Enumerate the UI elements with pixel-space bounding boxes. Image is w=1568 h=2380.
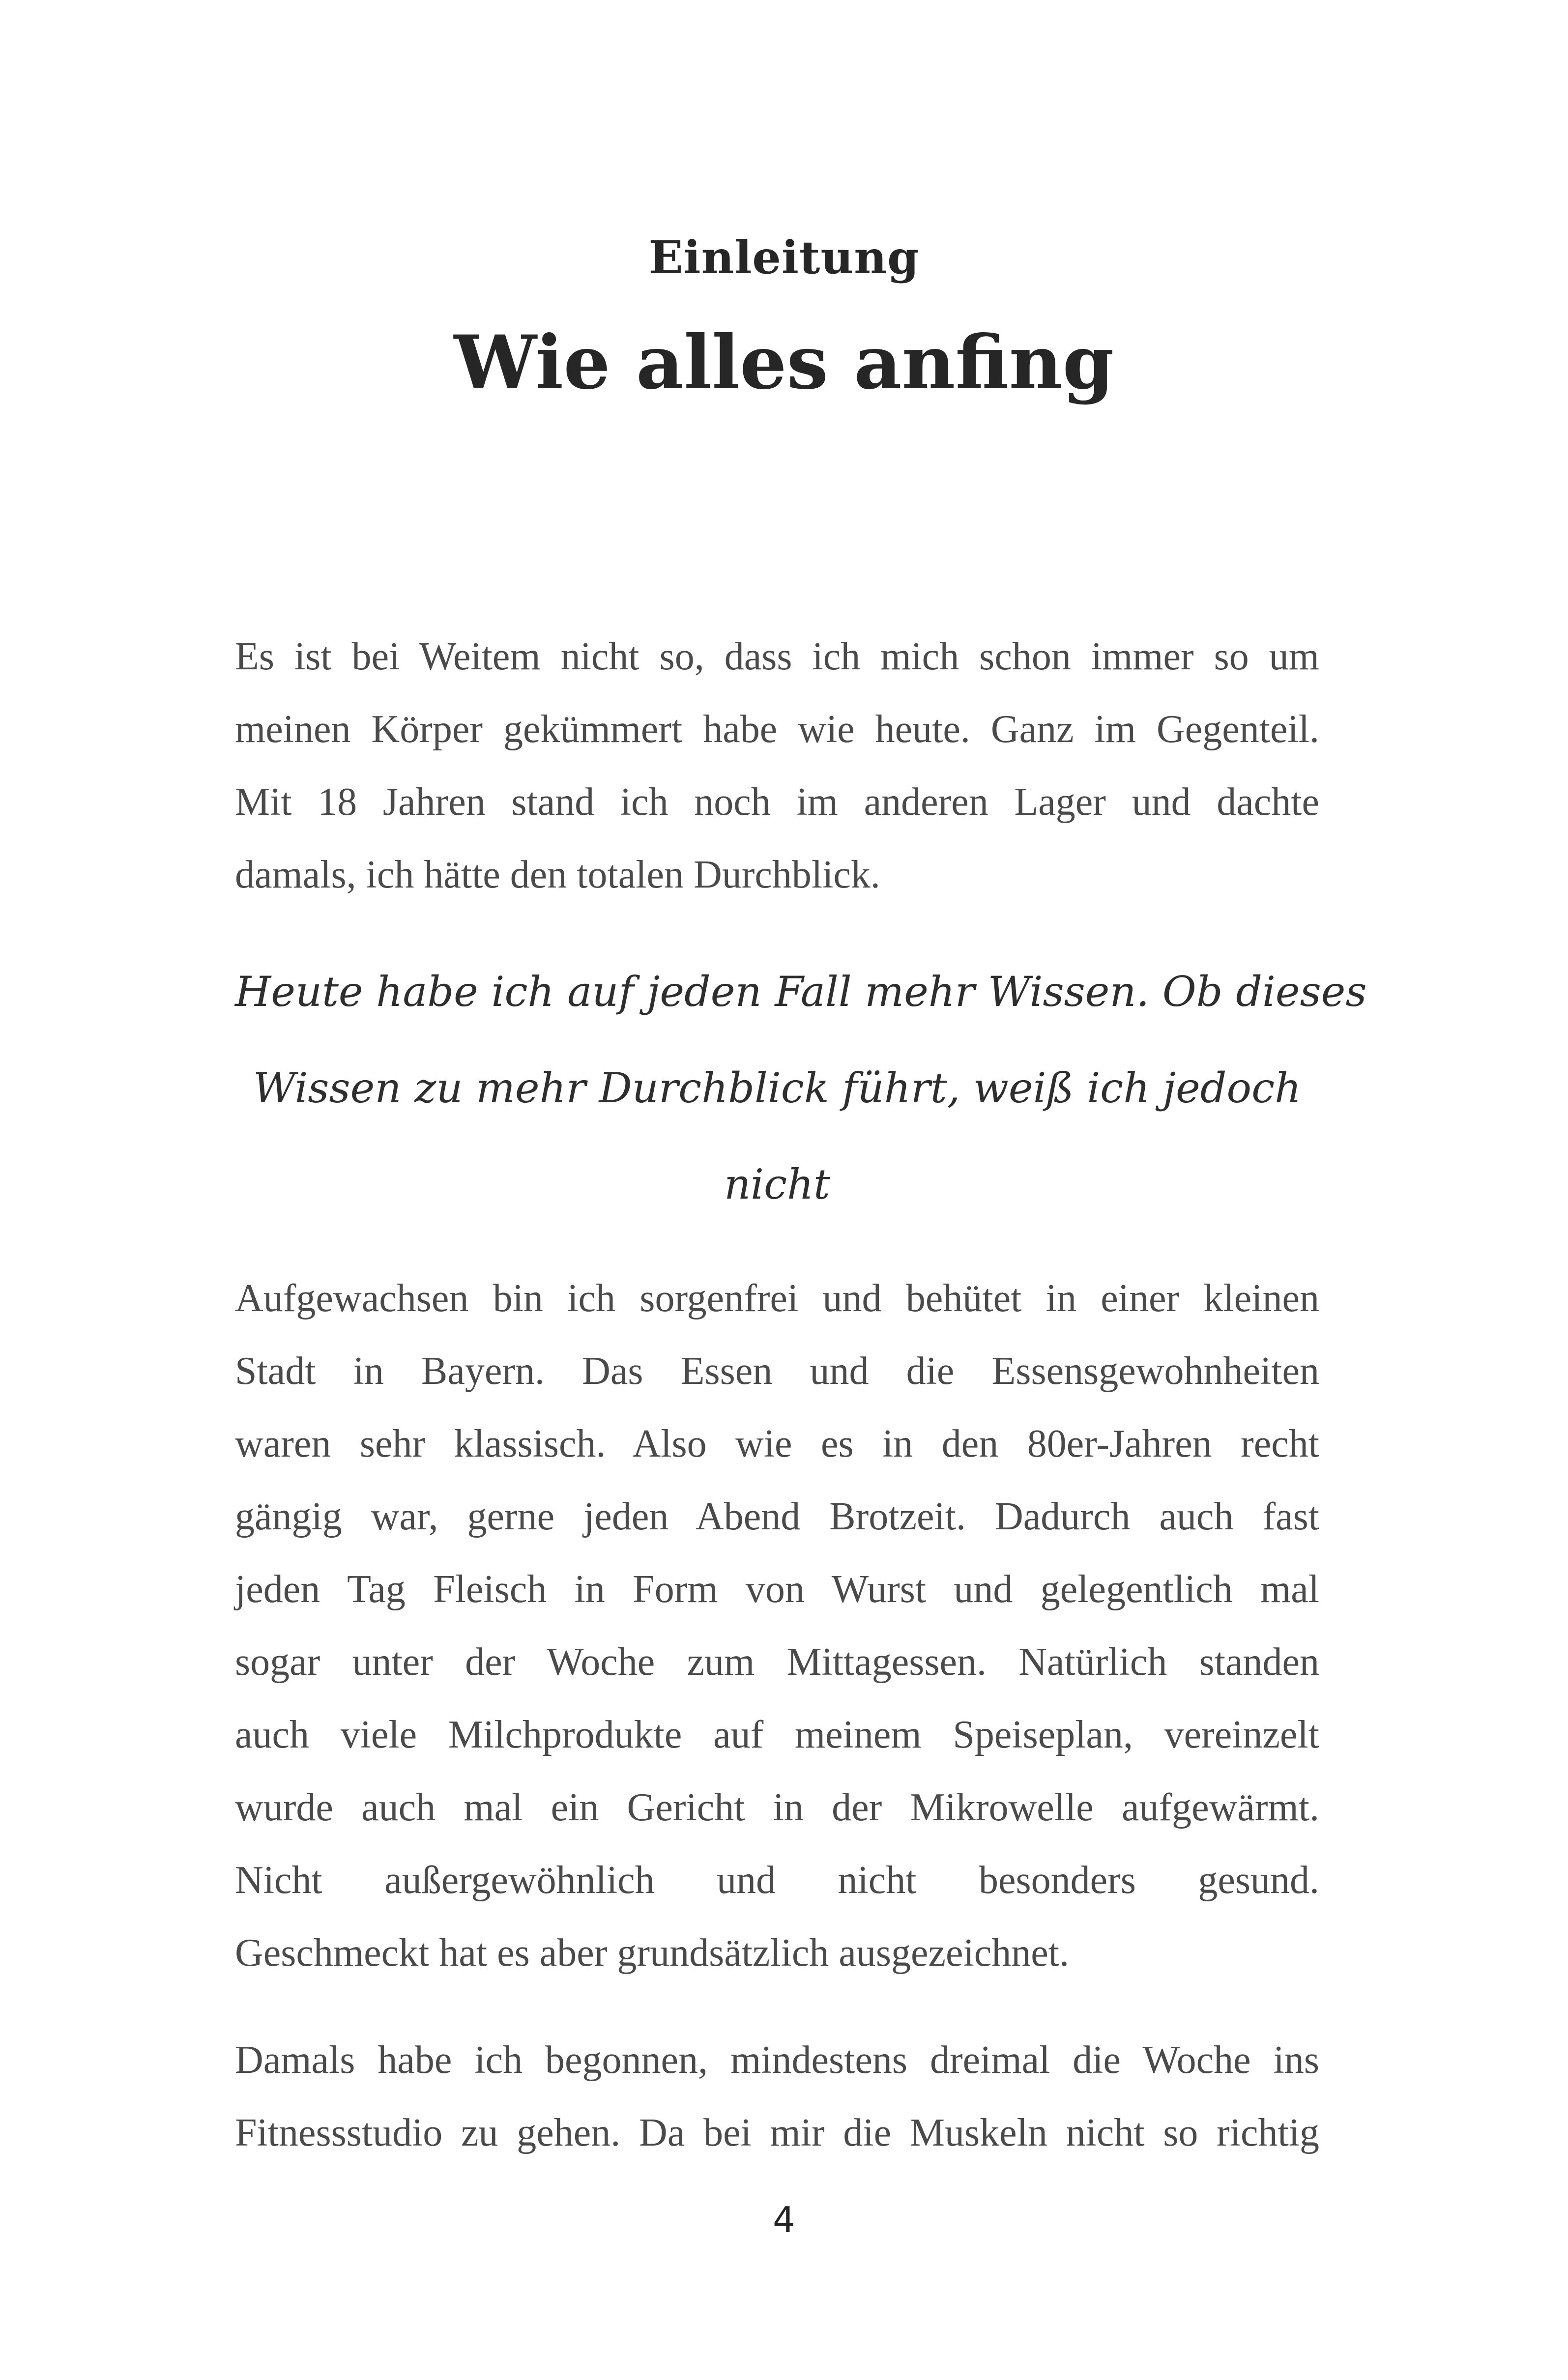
text-line: auch viele Milchprodukte auf meinem Speiseplan, vereinzelt bbox=[235, 1713, 1319, 1756]
text-line: waren sehr klassisch. Also wie es in den 80er-Jahren recht bbox=[235, 1422, 1319, 1465]
text-line: Nicht außergewöhnlich und nicht besonders gesund. bbox=[235, 1859, 1319, 1902]
text-line: gängig war, gerne jeden Abend Brotzeit. Dadurch auch fast bbox=[235, 1495, 1319, 1538]
paragraph-fitness bbox=[235, 2024, 1319, 2169]
quote-line: nicht bbox=[724, 1160, 830, 1208]
paragraph-intro bbox=[235, 620, 1319, 911]
paragraph-childhood bbox=[235, 1262, 1319, 1989]
quote-line: Heute habe ich auf jeden Fall mehr Wissen. Ob dieses bbox=[235, 968, 1367, 1016]
text-line: Mit 18 Jahren stand ich noch im anderen Lager und dachte bbox=[235, 780, 1319, 824]
text-line: damals, ich hätte den totalen Durchblick. bbox=[235, 853, 880, 896]
text-line: Stadt in Bayern. Das Essen und die Essensgewohnheiten bbox=[235, 1349, 1319, 1393]
chapter-label: Einleitung bbox=[648, 231, 920, 284]
text-line: Es ist bei Weitem nicht so, dass ich mich schon immer so um bbox=[235, 635, 1319, 678]
text-line: wurde auch mal ein Gericht in der Mikrowelle aufgewärmt. bbox=[235, 1786, 1319, 1829]
text-line: Fitnessstudio zu gehen. Da bei mir die Muskeln nicht so richtig bbox=[235, 2111, 1319, 2154]
text-line: meinen Körper gekümmert habe wie heute. Ganz im Gegenteil. bbox=[235, 708, 1319, 751]
chapter-title: Wie alles anfing bbox=[454, 319, 1114, 406]
text-line: jeden Tag Fleisch in Form von Wurst und gelegentlich mal bbox=[235, 1568, 1319, 1611]
page-number: 4 bbox=[773, 2199, 795, 2240]
text-line: Aufgewachsen bin ich sorgenfrei und behütet in einer kleinen bbox=[235, 1277, 1319, 1320]
text-line: Damals habe ich begonnen, mindestens dreimal die Woche ins bbox=[235, 2038, 1319, 2082]
pull-quote bbox=[235, 944, 1367, 1233]
text-line: Geschmeckt hat es aber grundsätzlich ausgezeichnet. bbox=[235, 1931, 1070, 1975]
text-line: sogar unter der Woche zum Mittagessen. Natürlich standen bbox=[235, 1640, 1319, 1684]
quote-line: Wissen zu mehr Durchblick führt, weiß ich jedoch bbox=[253, 1064, 1302, 1112]
